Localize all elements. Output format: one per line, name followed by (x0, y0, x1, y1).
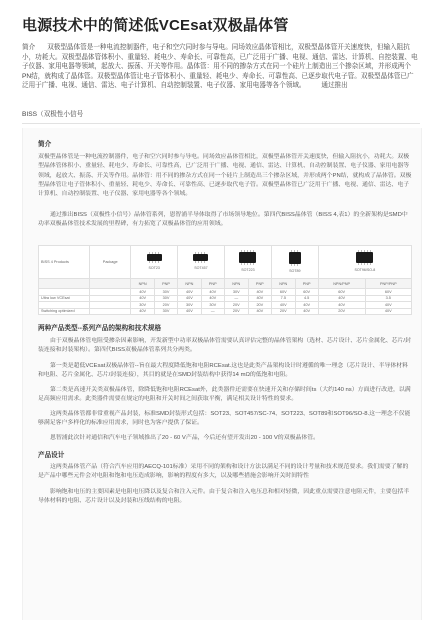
sot89-chip-icon (289, 252, 301, 264)
so8-chip-icon (356, 252, 373, 263)
page-title: 电源技术中的简述低VCEsat双极晶体管 (22, 17, 289, 34)
table-row: 40V 30V 40V 40V 30V 40V 60V 60V 60V 60V (39, 289, 412, 296)
summary-block (22, 43, 420, 118)
paragraph: 由于双极晶体管电阻受掺杂因素影响，开发新型中功率双极晶体管需要认真评估完整的晶体管架构（选材、芯片设计、芯片金属化、芯片/封装连接和封装架构）。第四代BISS双极晶体管系列共分两类。 (38, 338, 411, 354)
package-cell: SOT457 (178, 246, 225, 279)
sot457-chip-icon (193, 254, 208, 261)
summary-tail: 通过推出 (321, 82, 348, 90)
table-header-row: NPN PNP NPN PNP NPN PNP NPN PNP NPN/PNP PNP/PNP (39, 279, 412, 289)
paragraph: 第一类是超低VCEsat双极晶体管--旨在最大程度降低饱和电阻RCEsat.这也是此类产品架构设计时遵循的唯一理念（芯片设计、半导体材料和电阻、芯片金属化、芯片/封装连接），其目的就是在SMD封装结构中获得14 mΩ的低饱和电阻。 (38, 363, 409, 379)
paragraph: 双极型晶体管是一种电流控制器件，电子和空穴同时参与导电。同场效应晶体管相比，双极型晶体管开关速度快，但输入阻抗小，功耗大。双极型晶体管体积小、重量轻、耗电少、寿命长、可靠性高，已广泛用于广播、电视、通信、雷达、计算机、自动控制装置、电子仪器、家用电器等领域，起放大、振荡、开关等作用。晶体管：用不同的掺杂方式在同一个硅片上制造出三个掺杂区域，并形成两个PN结，就构成了晶体管。双极型晶体管让电子管体积小、重量轻、耗电少、寿命长、可靠性高、已逐步取代电子管。双极型晶体管已广泛用于广播、电视、通信、雷达、电子计算机、自动控制装置、电子仪器、家用电器等各个领域。 (38, 154, 412, 198)
package-cell: SOT23 (131, 246, 178, 279)
package-label: Package (90, 246, 131, 279)
section-heading-architecture: 两种产品类型--系列产品的架构和技术规格 (38, 325, 162, 332)
section-heading-design: 产品设计 (38, 452, 65, 459)
paragraph: 第二类是高速开关类双极晶体管，除降低饱和电阻RCEsat外，此类器件还需要在快速开关和存储时间ts（大约140 ns）方面进行改进，以满足高频应用需求。此类器件需要在规定的电阻和开关时间之间获取平衡，满足相关设计特性的要求。 (38, 387, 411, 403)
summary-text: 双极型晶体管是一种电流控制器件，电子和空穴同时参与导电。同场效应晶体管相比，双极型晶体管开关速度快，但输入阻抗小，功耗大。双极型晶体管体积小、重量轻、耗电少、寿命长、可靠性高，已广泛用于广播、电视、通信、雷达、计算机、自控装置、电子仪器、家用电器等领域，起放大、振荡、开关等作用。晶体管：用不同的掺杂方式在同一个硅片上制造出三个掺杂区域，并形成两个PN结，就构成了晶体管。双极型晶体管让电子管体积小、重量轻、耗电少、寿命长、可靠性高、已逐步取代电子管。双极型晶体管已广泛用于广播、电视、通信、雷达、电子计算机、自动控制装置、电子仪器、家用电器等各个领域。 (22, 44, 418, 90)
package-cell: SOT223 (224, 246, 271, 279)
package-cell: SOT96/SO-8 (318, 246, 411, 279)
table-row: 30V 20V 30V 30V 20V 20V 40V 40V 40V 40V (39, 302, 412, 309)
paragraph: 这两类晶体管产品（符合汽车应用的AECQ-101标准）采用不同的架构和设计方法以满足不同的设计考量和技术规范要求。我们需要了解的是产品中哪些元件会对电阻和饱和电压造成影响，影响的程度有多大，以及哪些措施会影响开关时间特性 (38, 464, 409, 480)
table-row (39, 246, 412, 279)
summary-biss: BISS（双极性小信号 (22, 111, 84, 118)
divider (22, 123, 420, 124)
summary-label: 简介 (22, 44, 36, 51)
table-row: Switching optimized 40V 30V 40V — 20V 40V 20V 40V 20V 40V (39, 308, 412, 315)
paragraph: 恩智浦此次针对通信和汽车电子领域推出了20 - 60 V产品，今后还有望开发出20 - 100 V的双极晶体管。 (50, 435, 320, 441)
paragraph: 通过推出BISS（双极性小信号）晶体管系列，恩智浦半导体取得了市场领导地位。第四代BISS晶体管（BISS 4,表1）的全新架构是SMD中功率双极晶体管技术发展的里程碑，有力拓宽了双极晶体管的应用领域。 (38, 212, 408, 228)
section-heading-intro: 简介 (38, 141, 52, 148)
package-cell: SOT89 (271, 246, 318, 279)
sot23-chip-icon (147, 254, 162, 261)
sot223-chip-icon (239, 252, 256, 263)
paragraph: 影响饱和电压的主要因素是电阻电压降以及复合和注入元件。由于复合和注入电压总和相对轻微，因此重点需要注意电阻元件，主要包括半导体材料的电阻、芯片设计以及封装和压线结构的电阻。 (38, 489, 410, 505)
table-caption: BISS 4 Products (39, 246, 90, 279)
biss4-products-table (38, 245, 412, 315)
paragraph: 这两类晶体管都非常重视产品封装，标准SMD封装形式包括：SOT23、SOT457/SC-74、SOT223、SOT89和SOT96/SO-8.这一理念不仅能够满足客户多样化的标准应用需求，同时也为客户提供了保证。 (38, 411, 411, 427)
table-row: Ultra low VCEsat 40V 30V 40V 40V — 40V 7.5 4.5 40V 3.5 (39, 295, 412, 302)
